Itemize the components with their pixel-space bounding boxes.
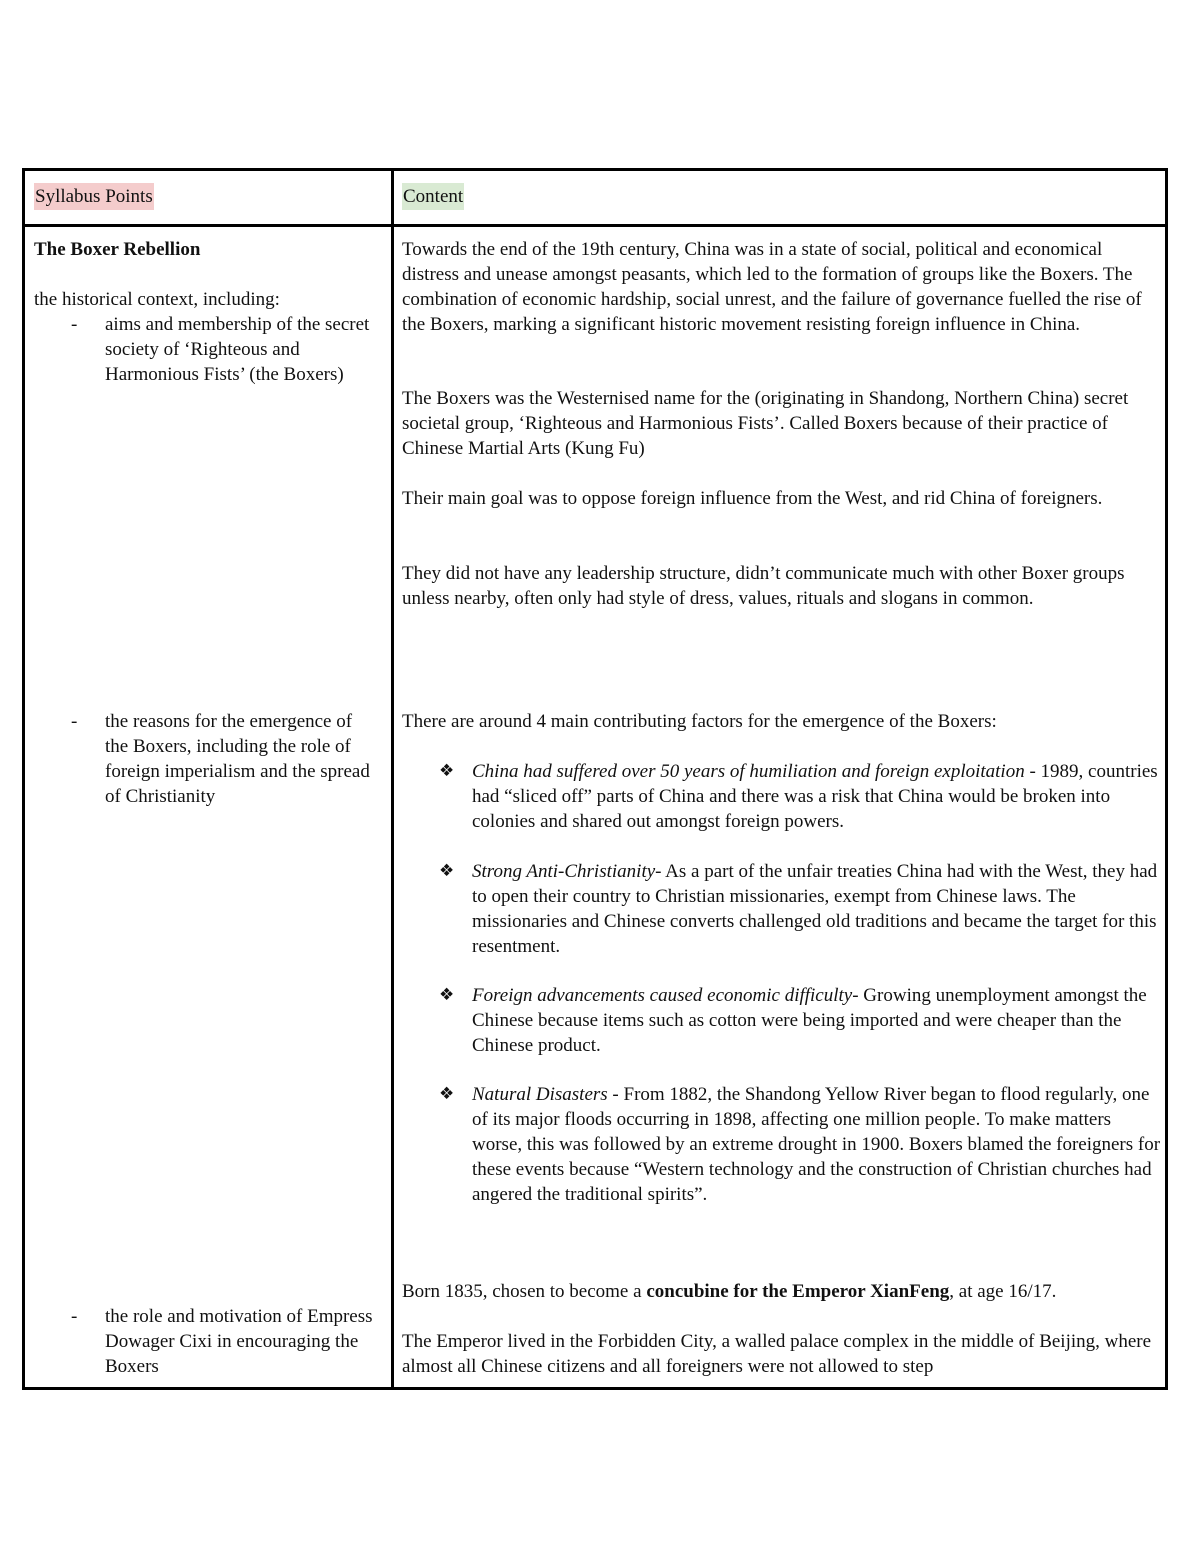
historical-context-intro: the historical context, including: bbox=[34, 289, 280, 310]
header-divider bbox=[25, 224, 1165, 227]
cixi-text-end: , at age 16/17. bbox=[949, 1281, 1057, 1302]
factor-title: Strong Anti-Christianity bbox=[472, 861, 656, 882]
header-content: Content bbox=[402, 183, 464, 210]
content-paragraph: The Boxers was the Westernised name for the (originating in Shandong, Northern China) secret societal group, ‘Righteous and Harmonious Fists’. Called Boxers because of their practice of Chinese Martial Arts (Kung Fu) bbox=[402, 388, 1129, 459]
diamond-bullet-icon: ❖ bbox=[439, 861, 455, 881]
column-divider bbox=[391, 171, 394, 1387]
dash-marker: - bbox=[71, 711, 78, 732]
factor-text: - Growing unemployment amongst the Chinese because items such as cotton were being imported and were cheaper than the Chinese product. bbox=[472, 985, 1147, 1056]
factor-bullet bbox=[402, 759, 1162, 834]
factor-title: China had suffered over 50 years of humiliation and foreign exploitation bbox=[472, 761, 1025, 782]
cixi-bold-text: concubine for the Emperor XianFeng bbox=[646, 1281, 950, 1302]
factors-intro: There are around 4 main contributing factors for the emergence of the Boxers: bbox=[402, 711, 997, 732]
factor-bullet bbox=[402, 859, 1162, 959]
content-paragraph: Towards the end of the 19th century, China was in a state of social, political and economical distress and unease amongst peasants, which led to the formation of groups like the Boxers. The combination of economic hardship, social unrest, and the failure of governance fuelled the rise of the Boxers, marking a significant historic movement resisting foreign influence in China. bbox=[402, 239, 1142, 335]
forbidden-city-paragraph: The Emperor lived in the Forbidden City, a walled palace complex in the middle of Beijing, where almost all Chinese citizens and all foreigners were not allowed to step bbox=[402, 1331, 1152, 1377]
content-paragraph: Their main goal was to oppose foreign influence from the West, and rid China of foreigners. bbox=[402, 488, 1103, 509]
section-title: The Boxer Rebellion bbox=[34, 239, 201, 260]
dash-marker: - bbox=[71, 1306, 78, 1327]
factor-bullet bbox=[402, 983, 1162, 1058]
factor-title: Foreign advancements caused economic difficulty bbox=[472, 985, 853, 1006]
syllabus-item bbox=[34, 709, 379, 809]
dash-marker: - bbox=[71, 314, 78, 335]
factor-text: - From 1882, the Shandong Yellow River began to flood regularly, one of its major floods occurring in 1898, affecting one million people. To make matters worse, this was followed by an extreme drought in 1900. Boxers blamed the foreigners for these events because “Western technology and the construction of Christian churches had angered the traditional spirits”. bbox=[472, 1084, 1161, 1205]
syllabus-table bbox=[22, 168, 1168, 1390]
factor-bullet bbox=[402, 1082, 1162, 1207]
content-paragraph: They did not have any leadership structure, didn’t communicate much with other Boxer groups unless nearby, often only had style of dress, values, rituals and slogans in common. bbox=[402, 563, 1125, 609]
syllabus-item-text: the role and motivation of Empress Dowager Cixi in encouraging the Boxers bbox=[105, 1306, 373, 1377]
syllabus-item-text: the reasons for the emergence of the Boxers, including the role of foreign imperialism and the spread of Christianity bbox=[105, 711, 370, 807]
diamond-bullet-icon: ❖ bbox=[439, 1084, 455, 1104]
syllabus-item bbox=[34, 312, 379, 387]
factor-title: Natural Disasters bbox=[472, 1084, 608, 1105]
header-syllabus-points: Syllabus Points bbox=[34, 183, 154, 210]
syllabus-item bbox=[34, 1304, 379, 1379]
syllabus-item-text: aims and membership of the secret society of ‘Righteous and Harmonious Fists’ (the Boxers) bbox=[105, 314, 370, 385]
factor-text: - As a part of the unfair treaties China had with the West, they had to open their country to Christian missionaries, exempt from Chinese laws. The missionaries and Chinese converts challenged old traditions and became the target for this resentment. bbox=[472, 861, 1158, 957]
cixi-birth-paragraph bbox=[402, 1279, 1162, 1304]
factor-text: - 1989, countries had “sliced off” parts of China and there was a risk that China would be broken into colonies and shared out amongst foreign powers. bbox=[472, 761, 1158, 832]
diamond-bullet-icon: ❖ bbox=[439, 985, 455, 1005]
cixi-text-start: Born 1835, chosen to become a bbox=[402, 1281, 647, 1302]
diamond-bullet-icon: ❖ bbox=[439, 761, 455, 781]
